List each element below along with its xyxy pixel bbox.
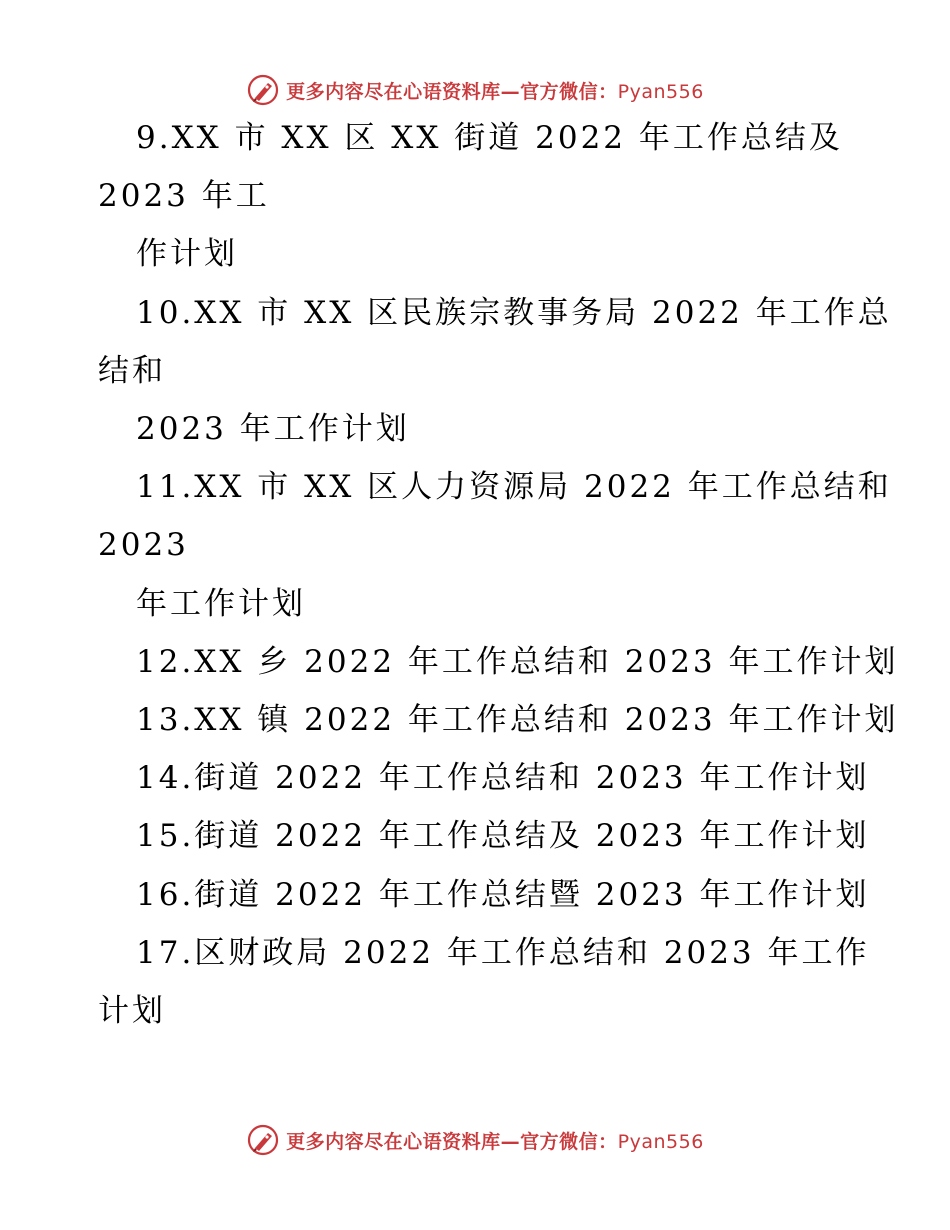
list-item: 12.XX 乡 2022 年工作总结和 2023 年工作计划 xyxy=(136,644,899,680)
footer-watermark xyxy=(0,1120,950,1160)
watermark-wechat-id: Pyan556 xyxy=(617,80,704,103)
watermark-wechat-id: Pyan556 xyxy=(617,1130,704,1153)
list-item-continuation: 计划 xyxy=(98,993,166,1029)
watermark-text xyxy=(286,77,704,104)
watermark-cn: 更多内容尽在心语资料库—官方微信： xyxy=(286,1130,618,1153)
list-item: 14.街道 2022 年工作总结和 2023 年工作计划 xyxy=(136,760,870,796)
list-item: 11.XX 市 XX 区人力资源局 2022 年工作总结和 xyxy=(136,469,892,505)
header-watermark xyxy=(0,70,950,110)
pen-logo-icon xyxy=(246,1123,280,1157)
list-item-continuation: 2023 年工作计划 xyxy=(136,411,410,447)
watermark-cn: 更多内容尽在心语资料库—官方微信： xyxy=(286,80,618,103)
list-item: 15.街道 2022 年工作总结及 2023 年工作计划 xyxy=(136,818,870,854)
list-item-continuation: 年工作计划 xyxy=(136,586,306,622)
list-item: 16.街道 2022 年工作总结暨 2023 年工作计划 xyxy=(136,877,870,913)
list-item-continuation: 2023 xyxy=(98,527,189,563)
list-item: 9.XX 市 XX 区 XX 街道 2022 年工作总结及 xyxy=(136,120,843,156)
list-item-continuation: 结和 xyxy=(98,353,166,389)
list-item-continuation: 2023 年工 xyxy=(98,178,270,214)
list-item-continuation: 作计划 xyxy=(136,236,238,272)
watermark-text xyxy=(286,1127,704,1154)
list-item: 13.XX 镇 2022 年工作总结和 2023 年工作计划 xyxy=(136,702,899,738)
list-item: 10.XX 市 XX 区民族宗教事务局 2022 年工作总 xyxy=(136,295,892,331)
pen-logo-icon xyxy=(246,73,280,107)
list-item: 17.区财政局 2022 年工作总结和 2023 年工作 xyxy=(136,935,870,971)
